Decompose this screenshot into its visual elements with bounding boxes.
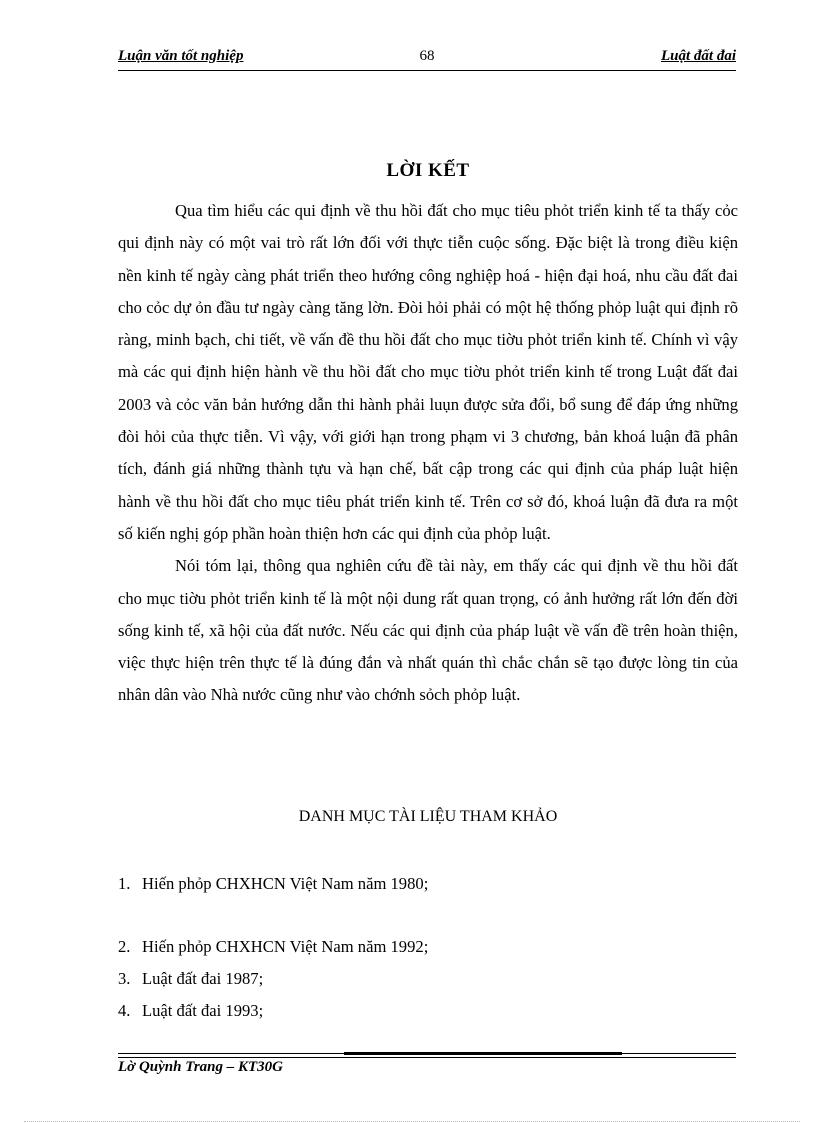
reference-item	[118, 874, 428, 894]
section-title: LỜI KẾT	[386, 160, 470, 181]
footer-divider	[118, 1053, 736, 1054]
reference-item	[118, 937, 428, 957]
reference-number: 1.	[118, 874, 131, 893]
page-bottom-edge	[24, 1121, 800, 1122]
footer-divider	[118, 1057, 736, 1058]
page-header	[118, 48, 736, 70]
reference-text: Luật đất đai 1993;	[142, 1001, 264, 1020]
reference-text: Hiến phỏp CHXHCN Việt Nam năm 1992;	[142, 937, 429, 956]
reference-item	[118, 1001, 263, 1021]
references-title: DANH MỤC TÀI LIỆU THAM KHẢO	[298, 808, 558, 825]
page-number: 68	[419, 48, 435, 64]
reference-number: 2.	[118, 937, 131, 956]
header-subject-label: Luật đất đai	[660, 48, 736, 64]
reference-number: 4.	[118, 1001, 131, 1020]
header-divider	[118, 70, 736, 71]
reference-text: Luật đất đai 1987;	[142, 969, 264, 988]
reference-number: 3.	[118, 969, 131, 988]
paragraph: Nói tóm lại, thông qua nghiên cứu đề tài này, em thấy các qui định về thu hồi đất cho mục tiờu phỏt triển kinh tế là một nội dung rất quan trọng, có ảnh hưởng rất lớn đến đời sống kinh tế, xã hội của đất nước. Nếu các qui định của pháp luật về vấn đề trên hoàn thiện, việc thực hiện trên thực tế là đúng đắn và nhất quán thì chắc chắn sẽ tạo được lòng tin của nhân dân vào Nhà nước cũng như vào chớnh sỏch phỏp luật.	[118, 556, 738, 705]
reference-text: Hiến phỏp CHXHCN Việt Nam năm 1980;	[142, 874, 429, 893]
body-text	[118, 195, 738, 712]
reference-item	[118, 969, 263, 989]
footer-author: Lờ Quỳnh Trang – KT30G	[118, 1059, 284, 1075]
paragraph: Qua tìm hiểu các qui định về thu hồi đất cho mục tiêu phỏt triển kinh tế ta thấy cỏc qui định này có một vai trò rất lớn đối với thực tiễn cuộc sống. Đặc biệt là trong điều kiện nền kinh tế ngày càng phát triển theo hướng công nghiệp hoá - hiện đại hoá, nhu cầu đất đai cho cỏc dự ỏn đầu tư ngày càng tăng lờn. Đòi hỏi phải có một hệ thống phỏp luật qui định rõ ràng, minh bạch, chi tiết, về vấn đề thu hồi đất cho mục tiờu phỏt triển kinh tế. Chính vì vậy mà các qui định hiện hành về thu hồi đất cho mục tiờu phỏt triển kinh tế trong Luật đất đai 2003 và cỏc văn bản hướng dẫn thi hành phải luụn được sửa đổi, bổ sung để đáp ứng những đòi hỏi của thực tiễn. Vì vậy, với giới hạn trong phạm vi 3 chương, bản khoá luận đã phân tích, đánh giá những thành tựu và hạn chế, bất cập trong các qui định của pháp luật hiện hành về thu hồi đất cho mục tiêu phát triển kinh tế. Trên cơ sở đó, khoá luận đã đưa ra một số kiến nghị góp phần hoàn thiện hơn các qui định của phỏp luật.	[118, 201, 738, 543]
header-thesis-label: Luận văn tốt nghiệp	[118, 48, 244, 64]
